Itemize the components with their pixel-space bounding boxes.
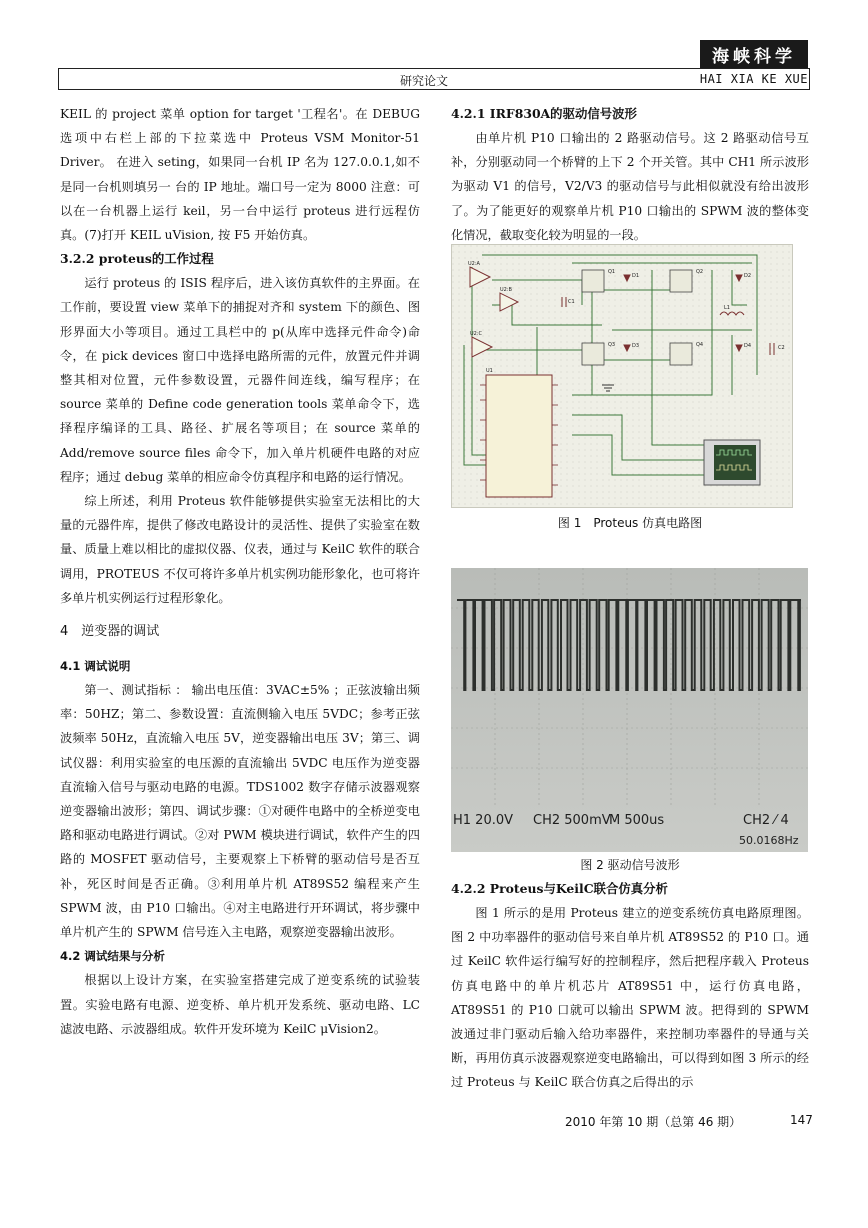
oscilloscope-screen <box>451 568 808 852</box>
section-label: 研究论文 <box>400 74 449 88</box>
figure-1-caption: 图 1 Proteus 仿真电路图 <box>557 516 703 530</box>
section-heading-4-2-2: 4.2.2 Proteus与KeilC联合仿真分析 <box>451 881 668 896</box>
figure-1-schematic <box>451 244 793 508</box>
figure-2-caption: 图 2 驱动信号波形 <box>580 858 680 872</box>
label-d2: D2 <box>744 273 752 279</box>
label-c1: C1 <box>568 299 575 305</box>
schematic-drawing <box>452 245 792 507</box>
right-column-lower <box>451 877 809 1095</box>
scope-ch2-label: CH2 500mV <box>533 813 611 828</box>
journal-logo: 海峡科学 <box>700 40 808 68</box>
paragraph: 由单片机 P10 口输出的 2 路驱动信号。这 2 路驱动信号互补，分别驱动同一个桥臂的上下 2 个开关管。其中 CH1 所示波形为驱动 V1 的信号，V2/V3 的驱动信号与此相似就没有给出波形了。为了能更好的观察单片机 P10 口输出的 SPWM 波的整体变化情况，截取变化较为明显的一段。 <box>451 131 809 242</box>
label-q3: Q3 <box>608 342 616 348</box>
label-d4: D4 <box>744 343 752 349</box>
label-l1: L1 <box>724 305 730 311</box>
label-q4: Q4 <box>696 342 704 348</box>
scope-timebase-label: M 500us <box>609 813 665 828</box>
journal-name-en: HAI XIA KE XUE <box>699 72 808 86</box>
section-heading-4: 4 逆变器的调试 <box>60 624 160 640</box>
page-number: 147 <box>790 1113 813 1127</box>
label-q2: Q2 <box>696 269 704 275</box>
label-d1: D1 <box>632 273 640 279</box>
section-heading-4-2-1: 4.2.1 IRF830A的驱动信号波形 <box>451 106 637 121</box>
label-u1: U1 <box>486 368 493 374</box>
section-heading-3-2-2: 3.2.2 proteus的工作过程 <box>60 251 214 267</box>
scope-trigger-label: CH2 ⁄ 4 <box>743 813 789 828</box>
paragraph: 运行 proteus 的 ISIS 程序后，进入该仿真软件的主界面。在工作前，要设置 view 菜单下的捕捉对齐和 system 下的颜色、图形界面大小等项目。通过工具栏中的 p(从库中选择元件命令)命令，在 pick devices 窗口中选择电路所需的元件，放置元件并调整其相对位置，元件参数设置，元器件间连线，编写程序；在 source 菜单的 Define code generation tools 菜单命令下，选择程序编译的工具、路径、扩展名等项目；在 source 菜单的 Add/remove source files 命令下，加入单片机硬件电路的对应程序；通过 debug 菜单的相应命令仿真程序和电路的运行情况。 <box>60 276 420 484</box>
label-u2a: U2:A <box>468 261 480 267</box>
section-heading-4-2: 4.2 调试结果与分析 <box>60 949 165 964</box>
section-heading-4-1: 4.1 调试说明 <box>60 659 131 674</box>
label-q1: Q1 <box>608 269 616 275</box>
paragraph: KEIL 的 project 菜单 option for target '工程名'。在 DEBUG 选项中右栏上部的下拉菜选中 Proteus VSM Monitor-51 Driver。 在进入 seting，如果同一台机 IP 名为 127.0.0.1,如不是同一台机则填另一 台的 IP 地址。端口号一定为 8000 注意：可以在一台机器上运行 keil，另一台中运行 proteus 进行远程仿真。(7)打开 KEIL uVision, 按 F5 开始仿真。 <box>60 107 420 243</box>
paragraph: 图 1 所示的是用 Proteus 建立的逆变系统仿真电路原理图。图 2 中功率器件的驱动信号来自单片机 AT89S52 的 P10 口。通过 KeilC 软件运行编写好的控制程序，然后把程序载入 Proteus 仿真电路中的单片机芯片 AT89S51 中，运行仿真电路，AT89S51 的 P10 口就可以输出 SPWM 波。把得到的 SPWM 波通过非门驱动后输入给功率器件，来控制功率器件的导通与关断，再用仿真示波器观察逆变电路输出，可以得到如图 3 所示的经过 Proteus 与 KeilC 联合仿真之后得出的示 <box>451 906 809 1090</box>
right-column-upper <box>451 102 809 247</box>
label-c2: C2 <box>778 345 785 351</box>
paragraph: 综上所述，利用 Proteus 软件能够提供实验室无法相比的大量的元器件库，提供了修改电路设计的灵活性、提供了实验室在数量、质量上难以相比的虚拟仪器、仪表，通过与 KeilC 软件的联合调用，PROTEUS 不仅可将许多单片机实例功能形象化，也可将许多单片机实例运行过程形象化。 <box>60 494 420 605</box>
paragraph: 根据以上设计方案，在实验室搭建完成了逆变系统的试验装置。实验电路有电源、逆变桥、单片机开发系统、驱动电路、LC 滤波电路、示波器组成。软件开发环境为 KeilC μVision2。 <box>60 973 420 1036</box>
figure-2-oscilloscope <box>451 568 808 852</box>
label-u2b: U2:B <box>500 287 512 293</box>
label-d3: D3 <box>632 343 640 349</box>
paragraph: 第一、测试指标 ： 输出电压值：3VAC±5% ；正弦波输出频率：50HZ；第二、参数设置：直流侧输入电压 5VDC；参考正弦波频率 50Hz，直流输入电压 5V，逆变器输出电压 3V；第三、调试仪器：利用实验室的电压源的直流输出 5VDC 电压作为逆变器直流输入信号与驱动电路的电源。TDS1002 数字存储示波器观察逆变器输出波形；第四、调试步骤：①对硬件电路中的全桥逆变电路和驱动电路进行调试。②对 PWM 模块进行调试，软件产生的四路的 MOSFET 驱动信号，主要观察上下桥臂的驱动信号是否互补，死区时间是否正确。③利用单片机 AT89S52 编程来产生 SPWM 波，由 P10 口输出。④对主电路进行开环调试，将步骤中单片机产生的 SPWM 信号连入主电路，观察逆变器输出波形。 <box>60 683 420 940</box>
label-u2c: U2:C <box>470 331 483 337</box>
scope-ch1-label: H1 20.0V <box>453 813 514 828</box>
scope-frequency-label: 50.0168Hz <box>739 834 799 847</box>
footer-issue-info: 2010 年第 10 期（总第 46 期） <box>565 1115 742 1129</box>
left-column <box>60 102 420 1041</box>
